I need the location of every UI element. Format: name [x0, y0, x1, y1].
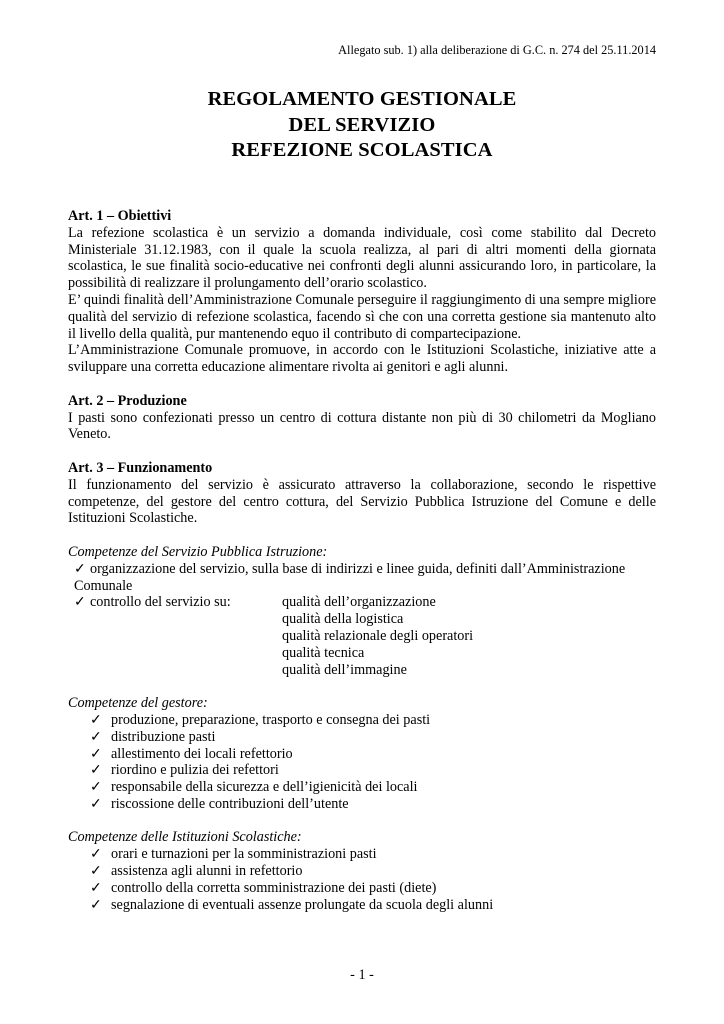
check-icon: ✓ [90, 863, 102, 880]
competenze-gestore-title: Competenze del gestore: [68, 695, 208, 712]
title-line-1: REGOLAMENTO GESTIONALE [207, 88, 517, 110]
header-reference: Allegato sub. 1) alla deliberazione di G.C. n. 274 del 25.11.2014 [338, 43, 656, 57]
competenze-pi-item-2 [68, 594, 656, 678]
list-item: ✓ distribuzione pasti [90, 728, 216, 745]
check-icon: ✓ [74, 560, 86, 577]
article-2-paragraph-1: I pasti sono confezionati presso un centro di cottura distante non più di 30 chilometri da Mogliano Veneto. [68, 409, 656, 443]
control-value: qualità dell’organizzazione [282, 594, 436, 611]
check-icon: ✓ [90, 728, 102, 745]
control-value: qualità dell’immagine [282, 661, 407, 678]
control-value: qualità relazionale degli operatori [282, 627, 474, 644]
article-1-paragraph-1: La refezione scolastica è un servizio a domanda individuale, così come stabilito dal Decreto Ministeriale 31.12.1983, con il quale la scuola realizza, al pari di altri momenti della giornata scolastica, le sue finalità socio-educative nei confronti degli alunni assicurando loro, in particolare, la possibilità di realizzare il prolungamento dell’orario scolastico. [68, 224, 656, 292]
control-label: ✓ controllo del servizio su: [74, 594, 231, 611]
article-1 [68, 208, 656, 376]
check-icon: ✓ [90, 896, 102, 913]
check-icon: ✓ [90, 711, 102, 728]
check-icon: ✓ [90, 846, 102, 863]
competenze-istituzioni [68, 829, 656, 913]
competenze-pi-item-1-continuation: Comunale [74, 577, 133, 594]
control-values [282, 594, 473, 678]
competenze-gestore-list [68, 712, 656, 813]
list-item: ✓ allestimento dei locali refettorio [90, 745, 293, 762]
competenze-pi-item-1 [68, 561, 656, 578]
list-item: ✓ produzione, preparazione, trasporto e consegna dei pasti [90, 711, 431, 728]
competenze-pi-title: Competenze del Servizio Pubblica Istruzione: [68, 543, 328, 560]
competenze-istituzioni-title: Competenze delle Istituzioni Scolastiche: [68, 829, 302, 846]
competenze-gestore [68, 695, 656, 813]
check-icon: ✓ [74, 594, 86, 611]
list-item: ✓ controllo della corretta somministrazione dei pasti (diete) [90, 879, 437, 896]
competenze-pubblica-istruzione [68, 544, 656, 678]
article-1-heading: Art. 1 – Obiettivi [68, 208, 172, 224]
competenze-pi-item-1-text: organizzazione del servizio, sulla base di indirizzi e linee guida, definiti dall’Amministrazione [90, 560, 626, 577]
list-item: ✓ riordino e pulizia dei refettori [90, 762, 279, 779]
document-body [68, 208, 656, 930]
document-page [68, 0, 656, 1024]
article-3 [68, 460, 656, 527]
title-line-2: DEL SERVIZIO [288, 113, 436, 136]
article-1-paragraph-2: E’ quindi finalità dell’Amministrazione Comunale perseguire il raggiungimento di una sempre migliore qualità del servizio di refezione scolastica, facendo sì che con una corretta gestione sia mantenuto alto il livello della qualità, pur mantenendo equo il contributo di compartecipazione. [68, 291, 656, 342]
article-3-heading: Art. 3 – Funzionamento [68, 459, 213, 476]
list-item: ✓ riscossione delle contribuzioni dell’utente [90, 795, 349, 812]
competenze-istituzioni-list [68, 846, 656, 913]
control-value: qualità della logistica [282, 611, 404, 628]
document-title [68, 87, 656, 164]
article-1-paragraph-3: L’Amministrazione Comunale promuove, in accordo con le Istituzioni Scolastiche, iniziative atte a sviluppare una corretta educazione alimentare rivolta ai genitori e agli alunni. [68, 342, 656, 376]
check-icon: ✓ [90, 762, 102, 779]
page-number: - 1 - [350, 967, 374, 983]
article-2-heading: Art. 2 – Produzione [68, 392, 187, 409]
control-value: qualità tecnica [282, 644, 365, 661]
list-item: ✓ responsabile della sicurezza e dell’igienicità dei locali [90, 779, 418, 796]
list-item: ✓ assistenza agli alunni in refettorio [90, 863, 303, 880]
check-icon: ✓ [90, 745, 102, 762]
article-2 [68, 393, 656, 443]
article-3-paragraph-1: Il funzionamento del servizio è assicurato attraverso la collaborazione, secondo le rispettive competenze, del gestore del centro cottura, del Servizio Pubblica Istruzione del Comune e delle Istituzioni Scolastiche. [68, 476, 656, 527]
list-item: ✓ orari e turnazioni per la somministrazioni pasti [90, 846, 377, 863]
check-icon: ✓ [90, 795, 102, 812]
check-icon: ✓ [90, 779, 102, 796]
title-line-3: REFEZIONE SCOLASTICA [231, 139, 493, 161]
list-item: ✓ segnalazione di eventuali assenze prolungate da scuola degli alunni [90, 896, 494, 913]
check-icon: ✓ [90, 879, 102, 896]
